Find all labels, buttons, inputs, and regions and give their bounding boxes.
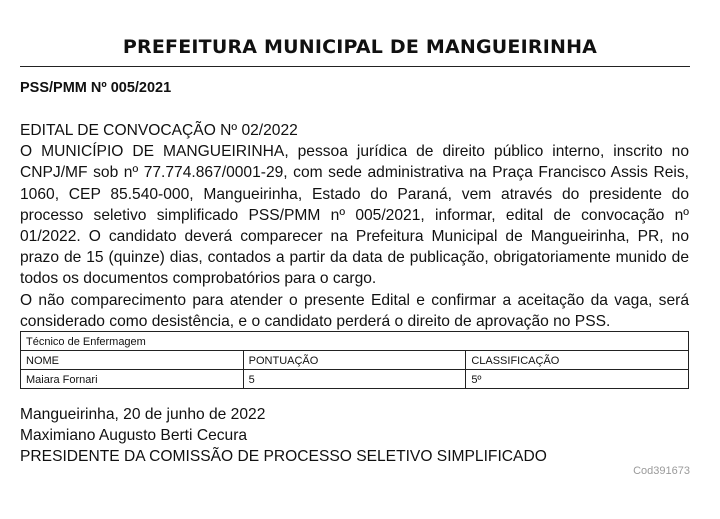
edital-title: EDITAL DE CONVOCAÇÃO Nº 02/2022 (20, 122, 298, 139)
table-header-row (21, 351, 689, 370)
column-header-nome: NOME (21, 351, 244, 370)
pss-number: PSS/PMM Nº 005/2021 (20, 80, 172, 96)
document-code: Cod391673 (633, 465, 690, 477)
edital-paragraph-notice: O não comparecimento para atender o presente Edital e confirmar a aceitação da vaga, será considerado como desistência, e o candidato perderá o direito de aprovação no PSS. (20, 291, 689, 330)
column-header-pontuacao: PONTUAÇÃO (243, 351, 466, 370)
table-cell-pontuacao: 5 (243, 370, 466, 389)
column-header-classificacao: CLASSIFICAÇÃO (466, 351, 689, 370)
signature-block (20, 404, 547, 467)
signatory-role: PRESIDENTE DA COMISSÃO DE PROCESSO SELETIVO SIMPLIFICADO (20, 448, 547, 465)
table-row (21, 370, 689, 389)
title-divider (20, 66, 690, 67)
table-role-row (21, 332, 689, 351)
table-cell-classificacao: 5º (466, 370, 689, 389)
edital-paragraph-convocation: O MUNICÍPIO DE MANGUEIRINHA, pessoa jurídica de direito público interno, inscrito no CNPJ/MF sob nº 77.774.867/0001-29, com sede administrativa na Praça Francisco Assis Reis, 1060, CEP 85.540-000, Mangueirinha, Estado do Paraná, vem através do presidente do processo seletivo simplificado PSS/PMM nº 005/2021, informar, edital de convocação nº 01/2022. O candidato deverá comparecer na Prefeitura Municipal de Mangueirinha, PR, no prazo de 15 (quinze) dias, contados a partir da data de publicação, obrigatoriamente munido de todos os documentos comprobatórios para o cargo. (20, 143, 689, 288)
edital-body (20, 120, 689, 332)
page-title: PREFEITURA MUNICIPAL DE MANGUEIRINHA (122, 36, 598, 58)
place-date: Mangueirinha, 20 de junho de 2022 (20, 406, 266, 423)
table-cell-nome: Maiara Fornari (21, 370, 244, 389)
results-table (20, 331, 689, 389)
signatory-name: Maximiano Augusto Berti Cecura (20, 427, 248, 444)
table-role-label: Técnico de Enfermagem (21, 332, 689, 351)
